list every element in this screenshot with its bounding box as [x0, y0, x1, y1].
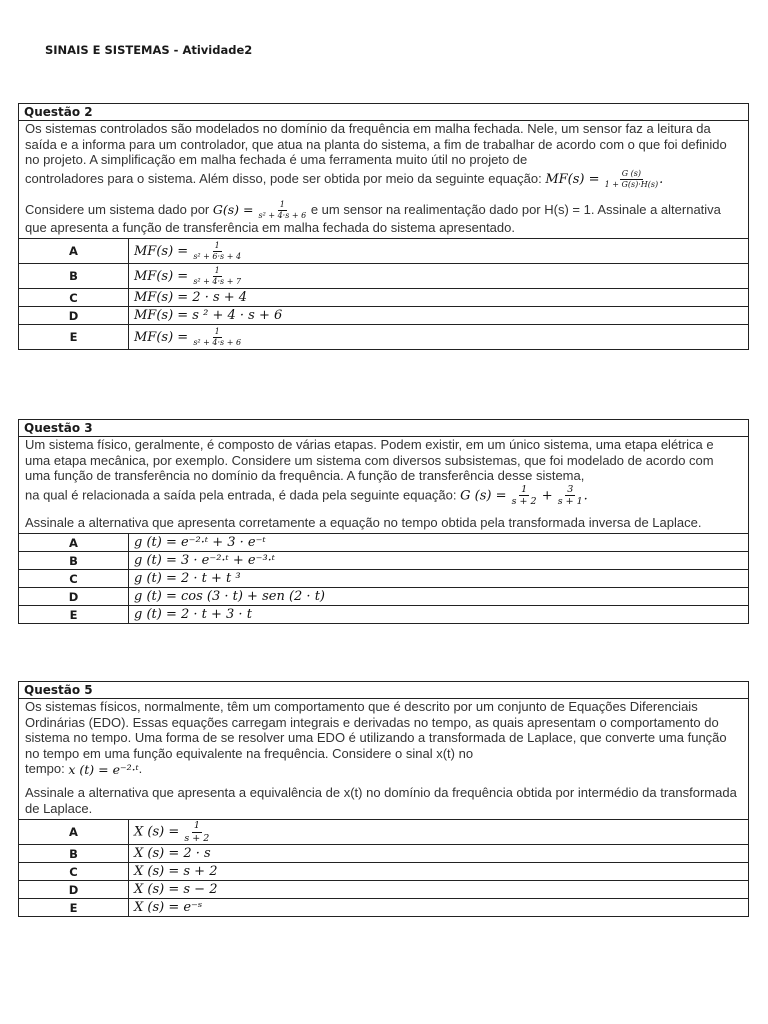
question-5-paragraph-2: Assinale a alternativa que apresenta a equivalência de x(t) no domínio da frequência obtida por intermédio da transformada de Laplace. — [25, 785, 737, 816]
option-e-formula: g (t) = 2 · t + 3 · t — [129, 606, 749, 624]
question-5-header: Questão 5 — [19, 682, 749, 699]
question-2-table — [18, 103, 749, 350]
option-fraction — [193, 267, 241, 286]
option-c-formula: g (t) = 2 · t + t ³ — [129, 570, 749, 588]
option-letter: B — [19, 845, 129, 863]
option-e-formula: X (s) = e⁻ˢ — [129, 899, 749, 917]
option-letter: D — [19, 588, 129, 606]
question-2-header: Questão 2 — [19, 104, 749, 121]
option-d-formula: MF(s) = s ² + 4 · s + 6 — [129, 307, 749, 325]
question-5-paragraph-1b: tempo: x (t) = e⁻²·ᵗ. — [25, 761, 143, 777]
question-2-paragraph-1b — [25, 170, 742, 189]
option-letter: D — [19, 307, 129, 325]
option-e-formula — [129, 325, 749, 350]
option-letter: B — [19, 264, 129, 289]
option-lhs: MF(s) = — [134, 243, 189, 259]
question-3-statement — [19, 437, 749, 534]
option-denominator: s² + 4·s + 7 — [193, 276, 242, 286]
question-2-statement — [19, 121, 749, 239]
option-letter: E — [19, 606, 129, 624]
question-3-paragraph-1b — [25, 485, 742, 507]
option-letter: D — [19, 881, 129, 899]
signal-equation: x (t) = e⁻²·ᵗ — [68, 761, 139, 777]
option-letter: E — [19, 325, 129, 350]
eq-lhs: G(s) = — [212, 201, 254, 217]
option-fraction — [193, 328, 241, 347]
option-b-formula: X (s) = 2 · s — [129, 845, 749, 863]
question-3-paragraph-2: Assinale a alternativa que apresenta corretamente a equação no tempo obtida pela transformada inversa de Laplace. — [25, 514, 702, 530]
option-letter: C — [19, 570, 129, 588]
eq-fraction — [258, 201, 306, 220]
option-denominator: s² + 4·s + 6 — [193, 337, 242, 347]
option-lhs: X (s) = — [134, 824, 180, 840]
eq-denominator: s + 2 — [511, 496, 537, 507]
eq-numerator: 3 — [567, 483, 574, 495]
question-2-text-b: e um sensor na realimentação dado por H(s) = 1. Assinale a alternativa que apresenta a função de transferência em malha fechada do sistema apresentado. — [25, 201, 721, 235]
option-a-formula — [129, 239, 749, 264]
closed-loop-equation: MF(s) = $\frac{G (s)}{1 + G(s)\cdot H(s)}$ . — [545, 168, 664, 189]
option-d-formula: X (s) = s − 2 — [129, 881, 749, 899]
eq-fraction-1 — [512, 485, 537, 507]
option-c-formula: MF(s) = 2 · s + 4 — [129, 289, 749, 307]
eq-numerator: 1 — [279, 199, 285, 209]
option-numerator: 1 — [214, 326, 220, 336]
option-lhs: MF(s) = — [134, 329, 189, 345]
option-denominator: s + 2 — [184, 832, 210, 844]
option-a-formula — [129, 820, 749, 845]
question-5-paragraph-1: Os sistemas físicos, normalmente, têm um comportamento que é descrito por um conjunto de Equações Diferenciais Ordinárias (EDO). Essas equações carregam integrais e derivadas no tempo, as quais apresentam o comportamento do sistema no tempo. Uma forma de se resolver uma EDO é utilizando a transformada de Laplace, que converte uma função no tempo em uma função equivalente na frequência. Considere o sinal x(t) no — [25, 699, 727, 761]
eq-fraction — [605, 170, 658, 189]
transfer-function-equation: G (s) = $\frac{1}{s + 2}$ + $\frac{3}{s + 1}$ . — [460, 483, 588, 507]
option-fraction — [193, 242, 241, 261]
eq-plus: + — [541, 488, 553, 503]
option-fraction — [184, 821, 209, 843]
option-b-formula — [129, 264, 749, 289]
option-letter: A — [19, 820, 129, 845]
question-2-paragraph-2 — [25, 201, 742, 236]
option-numerator: 1 — [193, 820, 200, 832]
eq-numerator: G (s) — [621, 168, 642, 178]
question-2-paragraph-1: Os sistemas controlados são modelados no domínio da frequência em malha fechada. Nele, um sensor faz a leitura da saída e a informa para um controlador, que atua na planta do sistema, a fim de trabalhar de acordo com o que foi definido no projeto. A simplificação em malha fechada é uma ferramenta muito útil no projeto de — [25, 121, 727, 167]
option-lhs: MF(s) = — [134, 268, 189, 284]
question-5-text: tempo: — [25, 761, 65, 776]
option-letter: C — [19, 289, 129, 307]
option-letter: E — [19, 899, 129, 917]
question-3-header: Questão 3 — [19, 420, 749, 437]
document-title: SINAIS E SISTEMAS - Atividade2 — [45, 43, 253, 57]
option-letter: A — [19, 239, 129, 264]
eq-lhs: G (s) = — [460, 488, 507, 503]
option-letter: B — [19, 552, 129, 570]
option-numerator: 1 — [214, 265, 220, 275]
option-c-formula: X (s) = s + 2 — [129, 863, 749, 881]
option-letter: C — [19, 863, 129, 881]
plant-equation — [213, 201, 307, 220]
option-d-formula: g (t) = cos (3 · t) + sen (2 · t) — [129, 588, 749, 606]
question-2-text-a: Considere um sistema dado por — [25, 201, 210, 217]
eq-numerator: 1 — [521, 483, 528, 495]
question-3-paragraph-1: Um sistema físico, geralmente, é composto de várias etapas. Podem existir, em um único sistema, uma etapa elétrica e uma etapa mecânica, por exemplo. Considere um sistema com diversos subsistemas, que foi modelado de acordo com uma função de transferência no domínio da frequência. A função de transferência desse sistema, — [25, 437, 714, 483]
option-numerator: 1 — [214, 240, 220, 250]
question-3-table — [18, 419, 749, 624]
question-2-text: controladores para o sistema. Além disso, pode ser obtida por meio da seguinte equação: — [25, 170, 542, 186]
question-3-text: na qual é relacionada a saída pela entrada, é dada pela seguinte equação: — [25, 486, 457, 502]
option-letter: A — [19, 534, 129, 552]
option-b-formula: g (t) = 3 · e⁻²·ᵗ + e⁻³·ᵗ — [129, 552, 749, 570]
eq-lhs: MF(s) = — [545, 171, 600, 187]
question-5-statement — [19, 699, 749, 820]
option-a-formula: g (t) = e⁻²·ᵗ + 3 · e⁻ᵗ — [129, 534, 749, 552]
eq-denominator: s² + 4·s + 6 — [258, 210, 307, 220]
eq-fraction-2 — [558, 485, 583, 507]
question-5-table — [18, 681, 749, 917]
eq-denominator: s + 1 — [557, 496, 583, 507]
option-denominator: s² + 6·s + 4 — [193, 251, 242, 261]
eq-denominator: 1 + G(s)·H(s) — [604, 179, 659, 189]
